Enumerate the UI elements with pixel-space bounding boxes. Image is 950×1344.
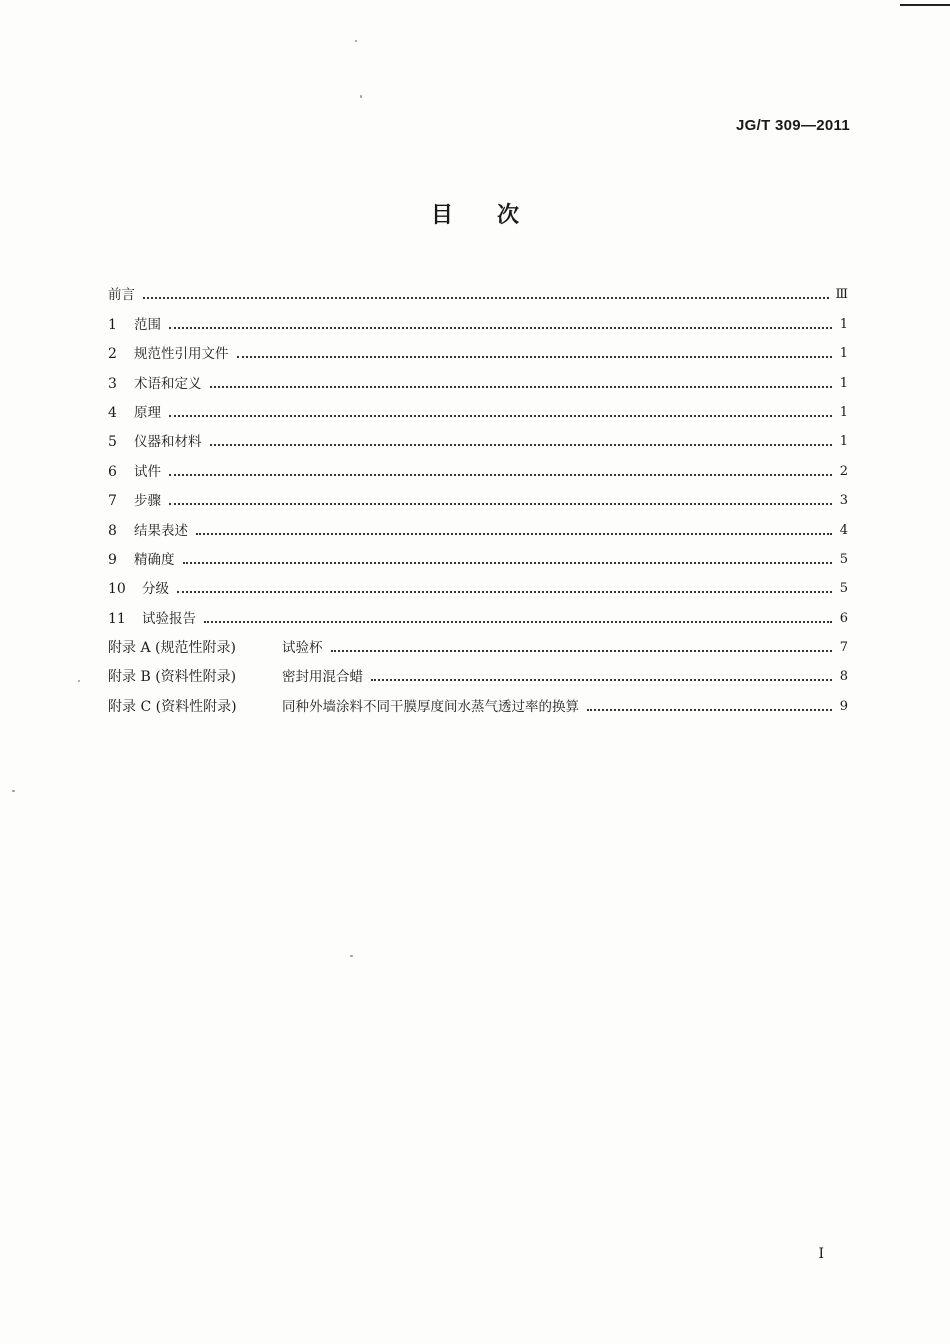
toc-entry-title: 步骤	[134, 493, 161, 510]
toc-entry-page: 5	[839, 551, 848, 567]
dot-leader	[177, 590, 832, 593]
toc-entry-page: 6	[839, 610, 848, 626]
toc-entry-label	[108, 579, 169, 599]
toc-row[interactable]	[108, 687, 848, 716]
toc-entry-number: 9	[108, 551, 117, 568]
scan-speck	[355, 40, 357, 42]
toc-entry-page: 1	[839, 316, 848, 332]
dot-leader	[587, 708, 832, 711]
toc-entry-page: 1	[839, 346, 848, 362]
toc-entry-title: 术语和定义	[134, 375, 202, 392]
toc-entry-label	[108, 315, 161, 335]
toc-entry-page: 9	[839, 698, 848, 714]
dot-leader	[196, 532, 832, 535]
document-code: JG/T 309—2011	[736, 117, 850, 134]
toc-entry-label	[108, 667, 363, 687]
toc-entry-number: 10	[108, 581, 126, 598]
toc-entry-title: 前言	[108, 287, 135, 304]
toc-entry-number: 3	[108, 375, 117, 392]
toc-entry-label	[108, 403, 161, 423]
toc-entry-number: 附录 B (资料性附录)	[108, 669, 237, 686]
toc-entry-label	[108, 344, 229, 364]
toc-entry-number: 5	[108, 434, 117, 451]
toc-entry-title: 同种外墙涂料不同干膜厚度间水蒸气透过率的换算	[282, 698, 579, 715]
toc-entry-label	[108, 550, 175, 570]
dot-leader	[204, 620, 832, 623]
toc-entry-page: 1	[839, 434, 848, 450]
toc-entry-title: 分级	[142, 581, 169, 598]
toc-entry-title: 范围	[134, 316, 161, 333]
toc-entry-number: 11	[108, 610, 126, 627]
toc-row[interactable]	[108, 276, 848, 305]
dot-leader	[210, 443, 833, 446]
toc-row[interactable]	[108, 364, 848, 393]
toc-row[interactable]	[108, 482, 848, 511]
toc-row[interactable]	[108, 658, 848, 687]
toc-entry-number: 7	[108, 493, 117, 510]
toc-entry-title: 原理	[134, 404, 161, 421]
dot-leader	[169, 473, 832, 476]
toc-row[interactable]	[108, 423, 848, 452]
scan-speck	[12, 790, 15, 792]
dot-leader	[331, 649, 833, 652]
page-number: I	[818, 1246, 824, 1262]
toc-entry-title: 规范性引用文件	[134, 346, 229, 363]
toc-entry-title: 试验报告	[142, 610, 196, 627]
toc-entry-page: Ⅲ	[835, 287, 848, 303]
toc-entry-number: 4	[108, 404, 117, 421]
toc-entry-label	[108, 521, 188, 541]
toc-entry-label	[108, 285, 135, 305]
toc-entry-number: 1	[108, 316, 117, 333]
toc-entry-title: 结果表述	[134, 522, 188, 539]
toc-entry-page: 8	[839, 669, 848, 685]
dot-leader	[169, 326, 832, 329]
page-title: 目次	[430, 203, 563, 228]
toc-entry-label	[108, 432, 202, 452]
toc-row[interactable]	[108, 305, 848, 334]
corner-rule	[900, 4, 950, 6]
toc-entry-label	[108, 491, 161, 511]
toc-entry-page: 2	[839, 463, 848, 479]
toc-entry-title: 仪器和材料	[134, 434, 202, 451]
toc-entry-label	[108, 462, 161, 482]
toc-row[interactable]	[108, 511, 848, 540]
toc-row[interactable]	[108, 599, 848, 628]
toc-row[interactable]	[108, 629, 848, 658]
toc-entry-number: 附录 A (规范性附录)	[108, 640, 236, 657]
scan-speck	[360, 95, 362, 98]
scan-speck	[350, 955, 353, 957]
dot-leader	[371, 678, 832, 681]
toc-entry-page: 7	[839, 640, 848, 656]
dot-leader	[169, 502, 832, 505]
toc-entry-title: 密封用混合蜡	[282, 669, 363, 686]
dot-leader	[143, 296, 829, 299]
toc-entry-page: 5	[839, 581, 848, 597]
toc-entry-label	[108, 374, 202, 394]
toc-row[interactable]	[108, 335, 848, 364]
toc-entry-title: 精确度	[134, 551, 175, 568]
toc-entry-page: 3	[839, 493, 848, 509]
toc-row[interactable]	[108, 541, 848, 570]
toc-entry-number: 2	[108, 346, 117, 363]
toc-entry-page: 4	[839, 522, 848, 538]
toc-row[interactable]	[108, 394, 848, 423]
toc-entry-number: 6	[108, 463, 117, 480]
toc-entry-title: 试件	[134, 463, 161, 480]
dot-leader	[210, 385, 833, 388]
toc-entry-label	[108, 697, 579, 717]
toc-entry-label	[108, 638, 323, 658]
dot-leader	[237, 355, 833, 358]
toc-entry-label	[108, 609, 196, 629]
toc-row[interactable]	[108, 452, 848, 481]
scan-speck	[78, 680, 80, 682]
toc-row[interactable]	[108, 570, 848, 599]
toc-entry-page: 1	[839, 404, 848, 420]
toc-entry-number: 8	[108, 522, 117, 539]
toc-entry-title: 试验杯	[282, 640, 323, 657]
toc-entry-number: 附录 C (资料性附录)	[108, 698, 237, 715]
table-of-contents	[108, 276, 848, 717]
dot-leader	[169, 414, 832, 417]
toc-entry-page: 1	[839, 375, 848, 391]
dot-leader	[183, 561, 833, 564]
